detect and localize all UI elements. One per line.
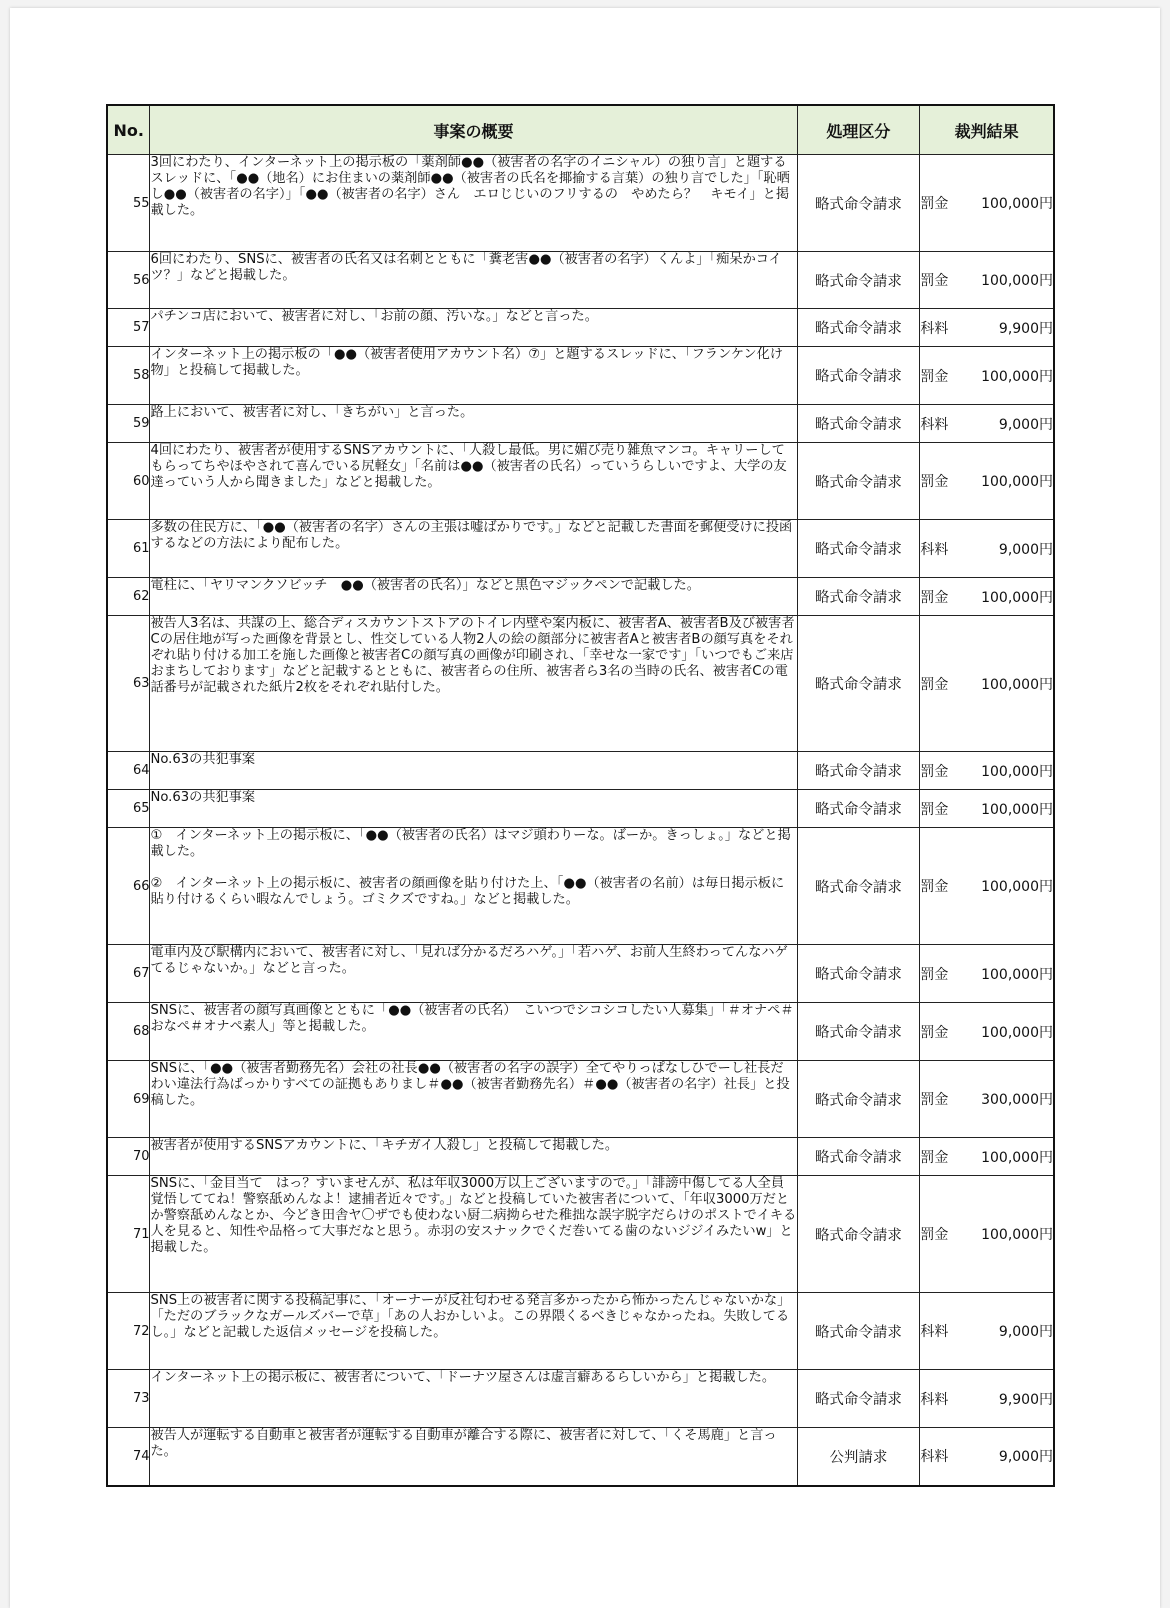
case-summary: インターネット上の掲示板の「●●（被害者使用アカウント名）⑦」と題するスレッドに、「フランケン化け物」と投稿して掲載した。 — [150, 347, 797, 405]
penalty-type: 科料 — [920, 1324, 949, 1340]
case-number: 67 — [107, 945, 150, 1003]
case-summary: 被害者が使用するSNSアカウントに、「キチガイ人殺し」と投稿して掲載した。 — [150, 1138, 797, 1176]
processing-type: 略式命令請求 — [797, 443, 920, 520]
penalty-type: 罰金 — [920, 1092, 949, 1108]
penalty-amount: 100,000円 — [981, 966, 1053, 983]
penalty-type: 罰金 — [920, 801, 949, 818]
penalty-type: 罰金 — [920, 676, 949, 693]
table-row — [107, 790, 1054, 828]
case-number: 74 — [107, 1428, 150, 1486]
case-table — [106, 104, 1055, 1487]
table-row — [107, 945, 1054, 1003]
penalty-amount: 100,000円 — [981, 801, 1053, 818]
processing-type: 略式命令請求 — [797, 1370, 920, 1428]
case-summary: 6回にわたり、SNSに、被害者の氏名又は名刺とともに「糞老害●●（被害者の名字）くんよ」「痴呆かコイツ？」などと掲載した。 — [150, 252, 797, 309]
penalty-amount: 9,000円 — [998, 416, 1053, 433]
table-row — [107, 405, 1054, 443]
penalty-type: 科料 — [920, 416, 949, 433]
court-result — [920, 520, 1054, 578]
court-result — [920, 155, 1054, 252]
case-summary: No.63の共犯事案 — [150, 790, 797, 828]
case-number: 56 — [107, 252, 150, 309]
case-summary: インターネット上の掲示板に、被害者について、「ドーナツ屋さんは虚言癖あるらしいから」と掲載した。 — [150, 1370, 797, 1428]
court-result — [920, 1176, 1054, 1293]
penalty-amount: 100,000円 — [981, 1149, 1053, 1166]
court-result — [920, 347, 1054, 405]
case-number: 61 — [107, 520, 150, 578]
case-summary: SNS上の被害者に関する投稿記事に、「オーナーが反社匂わせる発言多かったから怖かったんじゃないかな」「ただのブラックなガールズバーで草」「あの人おかしいよ。この界隈くるべきじゃなかったね。失敗してるし。」などと記載した返信メッセージを投稿した。 — [150, 1293, 797, 1370]
penalty-type: 罰金 — [920, 1149, 949, 1166]
penalty-type: 罰金 — [920, 879, 949, 895]
case-summary: 被告人が運転する自動車と被害者が運転する自動車が離合する際に、被害者に対して、「くそ馬鹿」と言った。 — [150, 1428, 797, 1486]
processing-type: 略式命令請求 — [797, 1061, 920, 1138]
processing-type: 略式命令請求 — [797, 790, 920, 828]
penalty-type: 科料 — [920, 541, 949, 558]
processing-type: 略式命令請求 — [797, 405, 920, 443]
case-summary: 多数の住民方に、「●●（被害者の名字）さんの主張は嘘ばかりです。」などと記載した書面を郵便受けに投函するなどの方法により配布した。 — [150, 520, 797, 578]
penalty-amount: 100,000円 — [981, 196, 1053, 212]
processing-type: 略式命令請求 — [797, 252, 920, 309]
table-row — [107, 520, 1054, 578]
penalty-type: 罰金 — [920, 196, 949, 212]
penalty-type: 罰金 — [920, 763, 949, 780]
case-summary: SNSに、「●●（被害者勤務先名）会社の社長●●（被害者の名字の誤字）全てやりっぱなしひでーし社長だわい違法行為ばっかりすべての証拠もありまし＃●●（被害者勤務先名）＃●●（被害者の名字）社長」と投稿した。 — [150, 1061, 797, 1138]
penalty-type: 科料 — [920, 320, 949, 337]
processing-type: 略式命令請求 — [797, 578, 920, 616]
court-result — [920, 1370, 1054, 1428]
court-result — [920, 1293, 1054, 1370]
penalty-type: 科料 — [920, 1449, 949, 1466]
penalty-type: 罰金 — [920, 1227, 949, 1243]
processing-type: 略式命令請求 — [797, 155, 920, 252]
court-result — [920, 945, 1054, 1003]
header-summary: 事案の概要 — [150, 105, 797, 155]
case-summary: パチンコ店において、被害者に対し、「お前の顔、汚いな。」などと言った。 — [150, 309, 797, 347]
case-summary: 電車内及び駅構内において、被害者に対し、「見れば分かるだろハゲ。」「若ハゲ、お前人生終わってんなハゲてるじゃないか。」などと言った。 — [150, 945, 797, 1003]
table-row — [107, 347, 1054, 405]
court-result — [920, 790, 1054, 828]
case-number: 72 — [107, 1293, 150, 1370]
case-number: 68 — [107, 1003, 150, 1061]
court-result — [920, 578, 1054, 616]
case-number: 60 — [107, 443, 150, 520]
header-process: 処理区分 — [797, 105, 920, 155]
case-summary: ① インターネット上の掲示板に、「●●（被害者の氏名）はマジ頭わりーな。ばーか。きっしょ。」などと掲載した。 ② インターネット上の掲示板に、被害者の顔画像を貼り付けた上、「●●（被害者の名前）は毎日掲示板に貼り付けるくらい暇なんでしょう。ゴミクズですね。」などと掲載した。 — [150, 828, 797, 945]
processing-type: 略式命令請求 — [797, 309, 920, 347]
penalty-amount: 100,000円 — [981, 273, 1053, 289]
penalty-amount: 100,000円 — [981, 589, 1053, 606]
penalty-type: 科料 — [920, 1391, 949, 1408]
case-summary: 被告人3名は、共謀の上、総合ディスカウントストアのトイレ内壁や案内板に、被害者A、被害者B及び被害者Cの居住地が写った画像を背景とし、性交している人物2人の絵の顔部分に被害者Aと被害者Bの顔写真をそれぞれ貼り付ける加工を施した画像と被害者Cの顔写真の画像が印刷され、「幸せな一家です」「いつでもご来店おまちしております」などと記載するとともに、被害者らの住所、被害者ら3名の当時の氏名、被害者Cの電話番号が記載された紙片2枚をそれぞれ貼付した。 — [150, 616, 797, 752]
penalty-amount: 100,000円 — [981, 676, 1053, 693]
case-summary: SNSに、被害者の顔写真画像とともに「●●（被害者の氏名） こいつでシコシコしたい人募集」「＃オナペ＃おなぺ＃オナペ素人」等と掲載した。 — [150, 1003, 797, 1061]
table-row — [107, 443, 1054, 520]
case-number: 66 — [107, 828, 150, 945]
case-number: 71 — [107, 1176, 150, 1293]
case-number: 64 — [107, 752, 150, 790]
processing-type: 略式命令請求 — [797, 945, 920, 1003]
penalty-amount: 100,000円 — [981, 1024, 1053, 1041]
processing-type: 公判請求 — [797, 1428, 920, 1486]
penalty-amount: 9,000円 — [998, 1449, 1053, 1466]
penalty-type: 罰金 — [920, 1024, 949, 1041]
table-row — [107, 309, 1054, 347]
table-row — [107, 1293, 1054, 1370]
penalty-type: 罰金 — [920, 966, 949, 983]
penalty-amount: 100,000円 — [981, 474, 1053, 490]
court-result — [920, 443, 1054, 520]
table-row — [107, 752, 1054, 790]
table-row — [107, 1428, 1054, 1486]
table-row — [107, 1003, 1054, 1061]
court-result — [920, 405, 1054, 443]
processing-type: 略式命令請求 — [797, 1176, 920, 1293]
table-row — [107, 1176, 1054, 1293]
table-row — [107, 616, 1054, 752]
penalty-amount: 9,000円 — [998, 541, 1053, 558]
penalty-amount: 100,000円 — [981, 879, 1053, 895]
table-row — [107, 252, 1054, 309]
processing-type: 略式命令請求 — [797, 1003, 920, 1061]
processing-type: 略式命令請求 — [797, 1138, 920, 1176]
court-result — [920, 1428, 1054, 1486]
table-row — [107, 828, 1054, 945]
court-result — [920, 1138, 1054, 1176]
court-result — [920, 752, 1054, 790]
header-no: No. — [107, 105, 150, 155]
case-number: 65 — [107, 790, 150, 828]
processing-type: 略式命令請求 — [797, 828, 920, 945]
processing-type: 略式命令請求 — [797, 1293, 920, 1370]
table-row — [107, 1061, 1054, 1138]
table-row — [107, 1370, 1054, 1428]
penalty-amount: 100,000円 — [981, 368, 1053, 385]
case-summary: SNSに、「金目当て はっ？すいませんが、私は年収3000万以上ございますので。」「誹謗中傷してる人全員覚悟しててね！警察舐めんなよ！逮捕者近々です。」などと投稿していた被害者について、「年収3000万だとか警察舐めんなとか、今どき田舎ヤ〇ザでも使わない厨二病拗らせた稚拙な誤字脱字だらけのポストでイキる人を見ると、知性や品格って大事だなと思う。赤羽の安スナックでくだ巻いてる歯のないジジイみたいw」と掲載した。 — [150, 1176, 797, 1293]
court-result — [920, 616, 1054, 752]
table-row — [107, 155, 1054, 252]
case-number: 63 — [107, 616, 150, 752]
penalty-amount: 100,000円 — [981, 763, 1053, 780]
table-header-row — [107, 105, 1054, 155]
case-summary: No.63の共犯事案 — [150, 752, 797, 790]
processing-type: 略式命令請求 — [797, 752, 920, 790]
case-number: 69 — [107, 1061, 150, 1138]
court-result — [920, 309, 1054, 347]
table-row — [107, 578, 1054, 616]
case-summary: 電柱に、「ヤリマンクソビッチ ●●（被害者の氏名）」などと黒色マジックペンで記載した。 — [150, 578, 797, 616]
case-summary: 路上において、被害者に対し、「きちがい」と言った。 — [150, 405, 797, 443]
case-number: 59 — [107, 405, 150, 443]
case-summary: 3回にわたり、インターネット上の掲示板の「薬剤師●●（被害者の名字のイニシャル）の独り言」と題するスレッドに、「●●（地名）にお住まいの薬剤師●●（被害者の氏名を揶揄する言葉）の独り言でした」「恥晒し●●（被害者の名字）」「●●（被害者の名字）さん エロじじいのフリするの やめたら？ キモイ」と掲載した。 — [150, 155, 797, 252]
processing-type: 略式命令請求 — [797, 347, 920, 405]
document-page — [10, 8, 1160, 1608]
penalty-amount: 9,900円 — [998, 1391, 1053, 1408]
case-number: 73 — [107, 1370, 150, 1428]
penalty-type: 罰金 — [920, 368, 949, 385]
penalty-amount: 9,900円 — [998, 320, 1053, 337]
processing-type: 略式命令請求 — [797, 616, 920, 752]
court-result — [920, 1061, 1054, 1138]
penalty-type: 罰金 — [920, 589, 949, 606]
court-result — [920, 828, 1054, 945]
table-row — [107, 1138, 1054, 1176]
penalty-amount: 9,000円 — [998, 1324, 1053, 1340]
penalty-amount: 100,000円 — [981, 1227, 1053, 1243]
case-summary: 4回にわたり、被害者が使用するSNSアカウントに、「人殺し最低。男に媚び売り雑魚マンコ。キャリーしてもらってちやほやされて喜んでいる尻軽女」「名前は●●（被害者の氏名）っていうらしいですよ、大学の友達っていう人から聞きました」などと掲載した。 — [150, 443, 797, 520]
penalty-type: 罰金 — [920, 273, 949, 289]
court-result — [920, 1003, 1054, 1061]
penalty-type: 罰金 — [920, 474, 949, 490]
case-number: 62 — [107, 578, 150, 616]
case-number: 70 — [107, 1138, 150, 1176]
penalty-amount: 300,000円 — [981, 1092, 1053, 1108]
case-number: 57 — [107, 309, 150, 347]
court-result — [920, 252, 1054, 309]
case-number: 55 — [107, 155, 150, 252]
header-result: 裁判結果 — [920, 105, 1054, 155]
case-number: 58 — [107, 347, 150, 405]
processing-type: 略式命令請求 — [797, 520, 920, 578]
